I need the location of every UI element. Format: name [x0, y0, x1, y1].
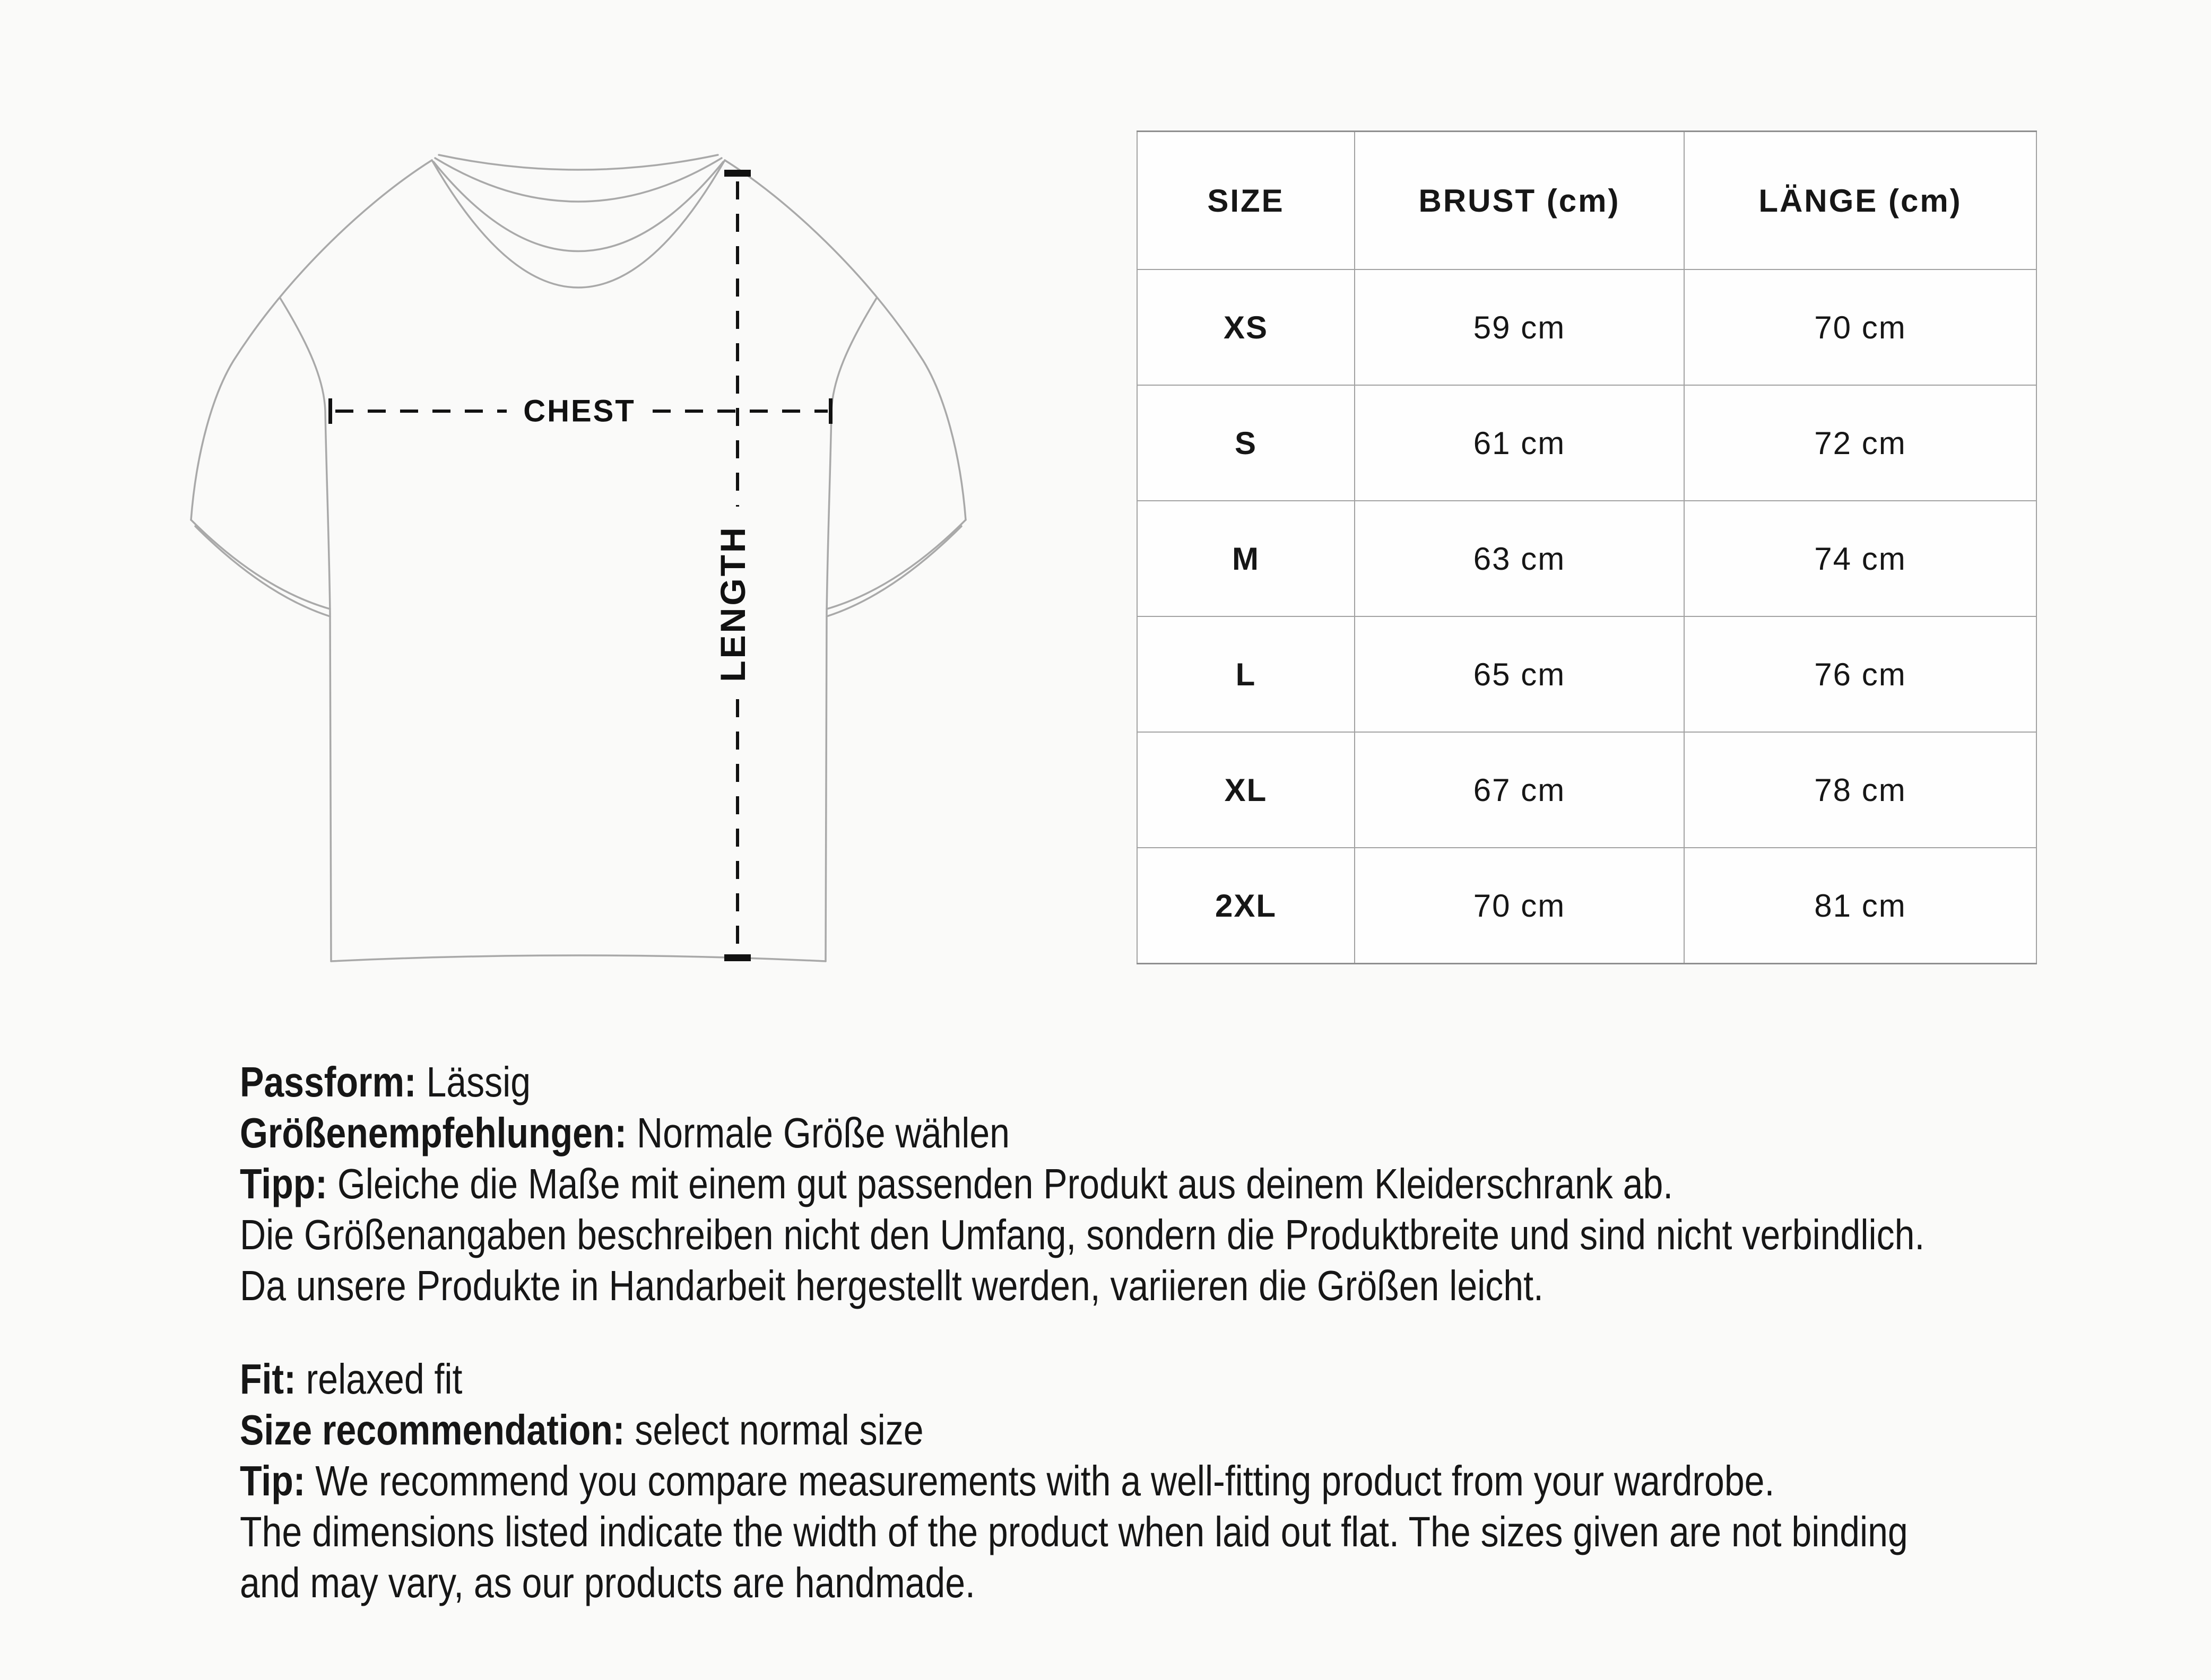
note-text: select normal size — [625, 1406, 924, 1453]
header-size: SIZE — [1137, 132, 1355, 269]
laenge-cell: 76 cm — [1685, 617, 2037, 732]
note-text: We recommend you compare measurements with a well-fitting product from your wardrobe. — [305, 1457, 1775, 1504]
note-label: Größenempfehlungen: — [240, 1109, 627, 1156]
measurement-end-caps — [328, 170, 833, 961]
right-sleeve-top — [725, 160, 966, 520]
left-cuff-outer — [191, 520, 330, 609]
left-sleeve-top — [191, 160, 432, 520]
brust-cell: 61 cm — [1355, 386, 1685, 500]
brust-cell: 59 cm — [1355, 270, 1685, 385]
size-cell: XS — [1137, 270, 1355, 385]
note-line — [240, 1159, 2211, 1209]
note-line — [240, 1108, 2211, 1159]
collar-back-inner — [435, 158, 722, 202]
size-table — [1137, 130, 2037, 964]
chest-cap-left — [328, 398, 332, 424]
size-cell: L — [1137, 617, 1355, 732]
note-line — [240, 1209, 2211, 1260]
header-brust: BRUST (cm) — [1355, 132, 1685, 269]
table-row — [1137, 385, 2037, 500]
size-cell: 2XL — [1137, 848, 1355, 963]
bottom-hem — [331, 955, 826, 961]
size-table-header-row — [1137, 132, 2037, 269]
table-row — [1137, 732, 2037, 847]
measurement-lines — [335, 181, 828, 952]
laenge-cell: 72 cm — [1685, 386, 2037, 500]
notes-german — [240, 1057, 2211, 1311]
note-line — [240, 1405, 2211, 1456]
length-cap-top — [724, 170, 751, 177]
note-line — [240, 1057, 2211, 1108]
note-label: Passform: — [240, 1058, 417, 1106]
notes-english — [240, 1354, 2211, 1608]
chest-label: CHEST — [523, 394, 636, 429]
size-cell: XL — [1137, 733, 1355, 847]
chest-cap-right — [829, 398, 833, 424]
note-line — [240, 1507, 2211, 1557]
note-line — [240, 1456, 2211, 1507]
tshirt-diagram-svg — [175, 133, 1003, 992]
laenge-cell: 81 cm — [1685, 848, 2037, 963]
collar-back-rim — [439, 155, 718, 170]
note-text: Die Größenangaben beschreiben nicht den Umfang, sondern die Produktbreite und sind nicht verbindlich. — [240, 1211, 1925, 1258]
note-text: Normale Größe wählen — [627, 1109, 1010, 1156]
laenge-cell: 78 cm — [1685, 733, 2037, 847]
note-label: Size recommendation: — [240, 1406, 625, 1453]
brust-cell: 70 cm — [1355, 848, 1685, 963]
fit-notes — [240, 1057, 2211, 1608]
note-line — [240, 1260, 2211, 1311]
right-cuff-outer — [827, 520, 966, 609]
laenge-cell: 70 cm — [1685, 270, 2037, 385]
tshirt-outline-drawing — [191, 155, 966, 961]
length-label: LENGTH — [713, 525, 752, 682]
brust-cell: 63 cm — [1355, 501, 1685, 616]
brust-cell: 65 cm — [1355, 617, 1685, 732]
measurement-labels — [523, 394, 752, 682]
length-cap-bottom — [724, 954, 751, 961]
note-text: Da unsere Produkte in Handarbeit hergestellt werden, variieren die Größen leicht. — [240, 1262, 1544, 1309]
left-armhole-body-seam — [280, 298, 331, 961]
note-text: Lässig — [416, 1058, 531, 1106]
header-laenge: LÄNGE (cm) — [1685, 132, 2037, 269]
tshirt-measurement-diagram — [175, 133, 1003, 992]
note-text: relaxed fit — [296, 1355, 463, 1403]
note-text: Gleiche die Maße mit einem gut passenden Produkt aus deinem Kleiderschrank ab. — [327, 1160, 1674, 1207]
brust-cell: 67 cm — [1355, 733, 1685, 847]
note-line — [240, 1557, 2211, 1608]
table-row — [1137, 500, 2037, 616]
right-armhole-body-seam — [826, 298, 877, 961]
table-row — [1137, 847, 2037, 963]
table-row — [1137, 269, 2037, 385]
collar-band-top — [433, 162, 723, 251]
size-cell: M — [1137, 501, 1355, 616]
laenge-cell: 74 cm — [1685, 501, 2037, 616]
note-line — [240, 1354, 2211, 1405]
table-row — [1137, 616, 2037, 732]
size-cell: S — [1137, 386, 1355, 500]
note-text: and may vary, as our products are handmade. — [240, 1559, 975, 1606]
note-label: Tip: — [240, 1457, 306, 1504]
note-label: Fit: — [240, 1355, 296, 1403]
note-text: The dimensions listed indicate the width of the product when laid out flat. The sizes given are not binding — [240, 1508, 1908, 1555]
note-label: Tipp: — [240, 1160, 327, 1207]
